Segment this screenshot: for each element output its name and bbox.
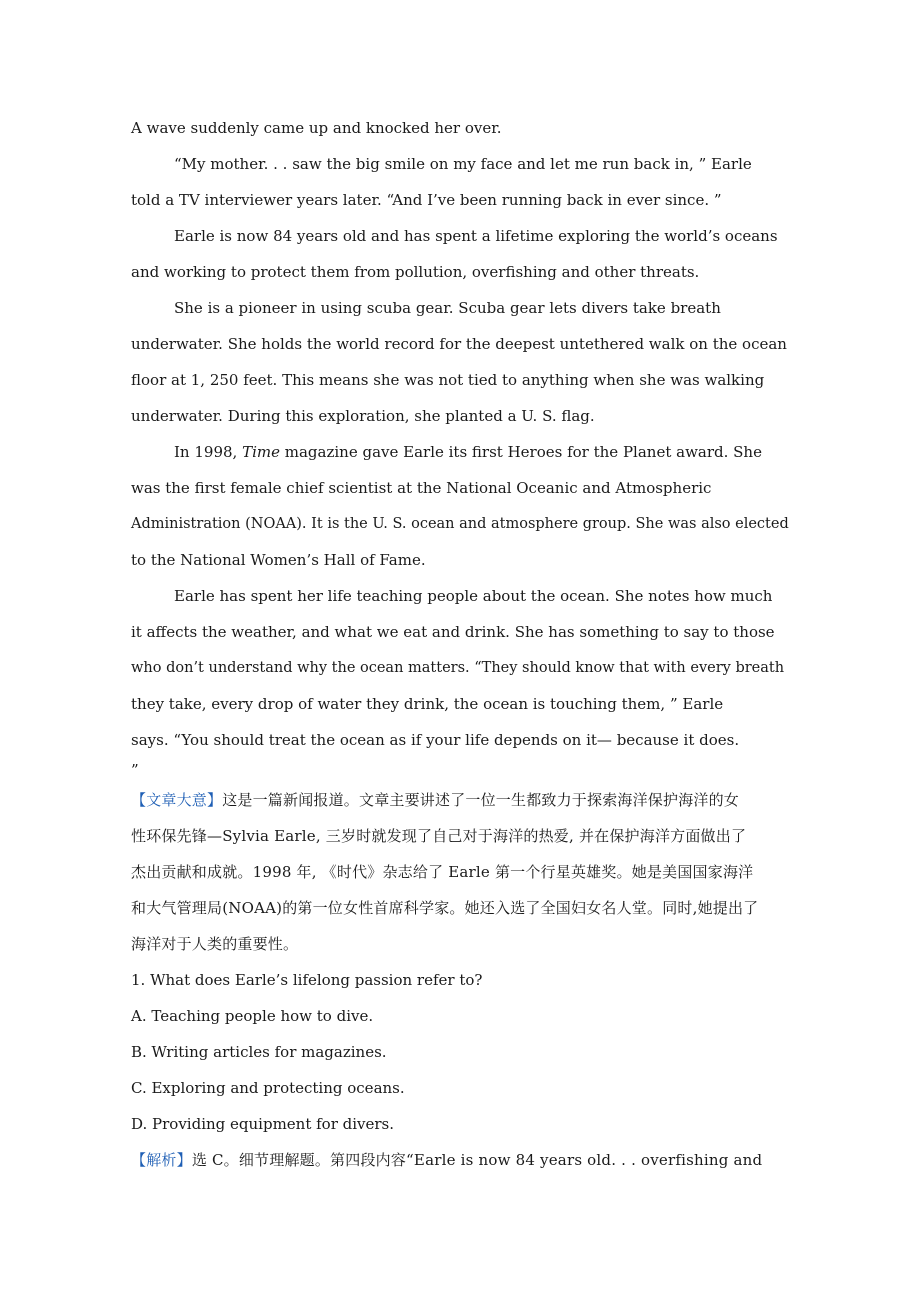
article-line: told a TV interviewer years later. “And I’ve been running back in ever since. ” bbox=[131, 191, 722, 209]
article-line: says. “You should treat the ocean as if your life depends on it— because it does. bbox=[131, 731, 740, 749]
summary-line: 和大气管理局(NOAA)的第一位女性首席科学家。她还入选了全国妇女名人堂。同时,她提出了 bbox=[131, 899, 759, 917]
article-line: and working to protect them from pollution, overfishing and other threats. bbox=[131, 263, 700, 281]
article-line bbox=[131, 434, 789, 470]
option-c: C. Exploring and protecting oceans. bbox=[131, 1079, 405, 1097]
summary-line: 性环保先锋—Sylvia Earle, 三岁时就发现了自己对于海洋的热爱, 并在保护海洋方面做出了 bbox=[131, 827, 747, 845]
summary-tag: 【文章大意】 bbox=[131, 791, 223, 809]
article-line: underwater. She holds the world record for the deepest untethered walk on the ocean bbox=[131, 335, 787, 353]
article-line: to the National Women’s Hall of Fame. bbox=[131, 551, 426, 569]
article-line: She is a pioneer in using scuba gear. Scuba gear lets divers take breath bbox=[174, 299, 721, 317]
article-text: In 1998, bbox=[174, 443, 243, 461]
summary-line bbox=[131, 782, 789, 818]
summary-text: 这是一篇新闻报道。文章主要讲述了一位一生都致力于探索海洋保护海洋的女 bbox=[222, 791, 740, 809]
article-line: ” bbox=[131, 761, 139, 779]
analysis-line bbox=[131, 1142, 789, 1178]
article-line: was the first female chief scientist at the National Oceanic and Atmospheric bbox=[131, 479, 712, 497]
article-text: magazine gave Earle its first Heroes for the Planet award. She bbox=[279, 443, 762, 461]
article-line: they take, every drop of water they drink, the ocean is touching them, ” Earle bbox=[131, 695, 724, 713]
analysis-tag: 【解析】 bbox=[131, 1151, 192, 1169]
article-line: Administration (NOAA). It is the U. S. ocean and atmosphere group. She was also elected bbox=[131, 516, 789, 532]
article-line: underwater. During this exploration, she planted a U. S. flag. bbox=[131, 407, 595, 425]
article-line: Earle is now 84 years old and has spent a lifetime exploring the world’s oceans bbox=[174, 227, 778, 245]
question-stem: 1. What does Earle’s lifelong passion refer to? bbox=[131, 971, 483, 989]
analysis-text: 选 C。细节理解题。第四段内容“Earle is now 84 years old. . . overfishing and bbox=[191, 1151, 763, 1169]
article-line: floor at 1, 250 feet. This means she was not tied to anything when she was walking bbox=[131, 371, 765, 389]
summary-line: 杰出贡献和成就。1998 年, 《时代》杂志给了 Earle 第一个行星英雄奖。她是美国国家海洋 bbox=[131, 863, 754, 881]
option-d: D. Providing equipment for divers. bbox=[131, 1115, 395, 1133]
option-a: A. Teaching people how to dive. bbox=[131, 1007, 374, 1025]
article-line: “My mother. . . saw the big smile on my face and let me run back in, ” Earle bbox=[174, 155, 752, 173]
document-page bbox=[131, 110, 789, 1178]
magazine-title: Time bbox=[242, 443, 280, 461]
option-b: B. Writing articles for magazines. bbox=[131, 1043, 387, 1061]
article-line: A wave suddenly came up and knocked her over. bbox=[131, 119, 502, 137]
article-line: who don’t understand why the ocean matters. “They should know that with every breath bbox=[131, 660, 785, 676]
article-line: it affects the weather, and what we eat and drink. She has something to say to those bbox=[131, 623, 775, 641]
summary-line: 海洋对于人类的重要性。 bbox=[131, 935, 299, 953]
article-line: Earle has spent her life teaching people about the ocean. She notes how much bbox=[174, 587, 773, 605]
